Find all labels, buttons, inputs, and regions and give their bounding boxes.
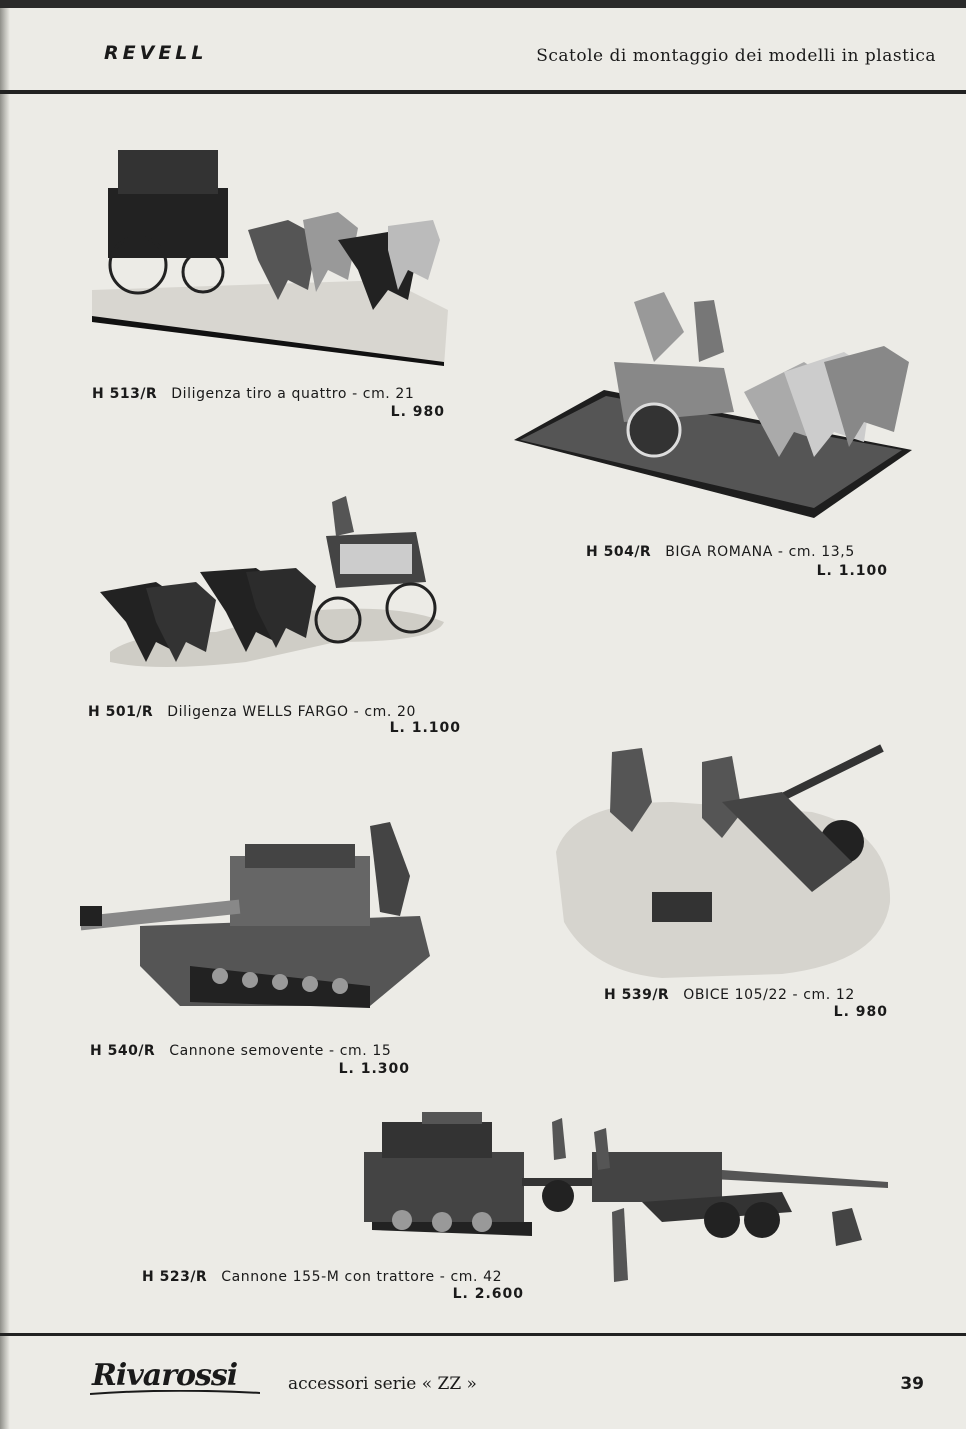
product-code: H 513/R: [92, 386, 158, 402]
product-price: L. 2.600: [452, 1286, 524, 1302]
product-description: Diligenza WELLS FARGO - cm. 20: [167, 704, 416, 720]
page-top-edge: [0, 0, 966, 8]
product-caption: [90, 1043, 391, 1059]
product-caption: [586, 544, 855, 560]
product-image-stagecoach: [88, 140, 450, 368]
header-rule: [0, 90, 966, 94]
page-number: 39: [900, 1374, 924, 1394]
header-brand: REVELL: [104, 42, 208, 64]
product-price: L. 980: [833, 1004, 888, 1020]
footer-logo: Rivarossi: [92, 1358, 238, 1393]
product-code: H 540/R: [90, 1043, 156, 1059]
footer-rule: [0, 1333, 966, 1336]
product-code: H 523/R: [142, 1269, 208, 1285]
product-price: L. 980: [390, 404, 445, 420]
footer-series: accessori serie « ZZ »: [288, 1374, 477, 1394]
page-binding-edge: [0, 0, 10, 1429]
product-image-roman-chariot: [514, 282, 912, 520]
product-code: H 539/R: [604, 987, 670, 1003]
product-price: L. 1.100: [389, 720, 461, 736]
product-description: Cannone semovente - cm. 15: [169, 1043, 392, 1059]
product-image-wells-fargo-stagecoach: [96, 492, 448, 672]
product-description: BIGA ROMANA - cm. 13,5: [665, 544, 855, 560]
product-description: OBICE 105/22 - cm. 12: [683, 987, 855, 1003]
product-caption: [92, 386, 414, 402]
product-image-howitzer: [552, 742, 896, 980]
product-image-155mm-gun-tractor: [362, 1112, 890, 1290]
product-code: H 501/R: [88, 704, 154, 720]
header-subtitle: Scatole di montaggio dei modelli in plastica: [536, 46, 936, 66]
product-description: Diligenza tiro a quattro - cm. 21: [171, 386, 415, 402]
product-caption: [88, 704, 416, 720]
product-caption: [604, 987, 855, 1003]
product-code: H 504/R: [586, 544, 652, 560]
footer-logo-swoosh: [90, 1390, 260, 1396]
product-caption: [142, 1269, 502, 1285]
product-price: L. 1.300: [338, 1061, 410, 1077]
product-price: L. 1.100: [816, 563, 888, 579]
product-description: Cannone 155-M con trattore - cm. 42: [221, 1269, 503, 1285]
product-image-self-propelled-gun: [80, 816, 440, 1012]
